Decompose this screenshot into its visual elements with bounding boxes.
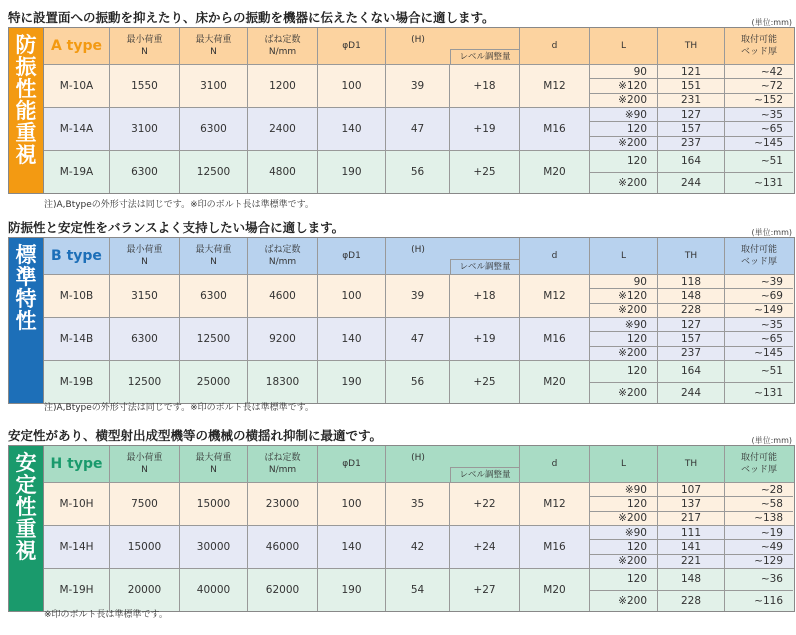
header-unit: N <box>141 47 148 57</box>
unit-label: (単位:mm) <box>751 18 792 27</box>
cell-bed: ~138 <box>754 512 783 525</box>
cell-l: 120 <box>590 151 658 172</box>
cell-th: 231 <box>658 94 725 107</box>
header-label: 最大荷重 <box>195 453 232 463</box>
cell-model: M-10H <box>44 483 110 525</box>
cell-spring: 9200 <box>248 318 318 360</box>
table-row <box>44 151 794 193</box>
cell-bed: ~19 <box>760 526 783 539</box>
cell-min: 6300 <box>110 318 180 360</box>
cell-d: M12 <box>520 275 590 317</box>
cell-h: 42 <box>386 526 450 568</box>
cell-bed: ~49 <box>760 540 783 553</box>
bolt-option-row <box>590 79 793 93</box>
cell-max: 3100 <box>180 65 248 107</box>
cell-l: 120 <box>590 332 658 345</box>
level-adjust-header: レベル調整量 <box>450 259 519 274</box>
header-unit: N/mm <box>268 47 297 57</box>
bolt-option-row <box>590 151 793 173</box>
cell-bed: ~131 <box>754 176 783 189</box>
cell-bed: ~35 <box>760 108 783 121</box>
section-title: 安定性があり、横型射出成型機等の機械の横揺れ抑制に最適です。 <box>8 428 383 443</box>
header-row <box>44 238 794 275</box>
cell-l: 120 <box>590 540 658 553</box>
cell-d1: 100 <box>318 483 386 525</box>
column-header <box>110 446 180 482</box>
cell-th: 137 <box>658 497 725 510</box>
cell-spring: 23000 <box>248 483 318 525</box>
column-header-bed: 取付可能 ベッド厚 <box>740 35 777 57</box>
column-header <box>180 28 248 64</box>
cell-h: 39 <box>386 275 450 317</box>
cell-min: 20000 <box>110 569 180 611</box>
level-adjust-header: レベル調整量 <box>450 467 519 482</box>
cell-max: 6300 <box>180 275 248 317</box>
type-label: H type <box>44 446 110 482</box>
cell-th: 157 <box>658 122 725 135</box>
section-note: 注)A,Btypeの外形寸法は同じです。※印のボルト長は準標準です。 <box>44 403 314 413</box>
bolt-options <box>590 569 793 611</box>
bolt-option-row <box>590 122 793 136</box>
cell-th: 237 <box>658 137 725 150</box>
cell-spring: 18300 <box>248 361 318 403</box>
bolt-option-row <box>590 347 793 360</box>
table-row <box>44 318 794 361</box>
cell-model: M-14A <box>44 108 110 150</box>
cell-th: 228 <box>658 304 725 317</box>
cell-model: M-19B <box>44 361 110 403</box>
cell-level: +22 <box>450 483 520 525</box>
cell-model: M-10B <box>44 275 110 317</box>
cell-th: 141 <box>658 540 725 553</box>
header-label: 最小荷重 <box>126 453 163 463</box>
cell-d1: 190 <box>318 361 386 403</box>
table-body <box>44 238 794 403</box>
header-label: ばね定数 <box>264 35 301 45</box>
header-unit: N <box>210 47 217 57</box>
cell-max: 15000 <box>180 483 248 525</box>
bolt-options <box>590 65 793 107</box>
spec-section <box>8 426 794 631</box>
side-label: 標準特性 <box>9 238 44 403</box>
cell-h: 39 <box>386 65 450 107</box>
cell-l: ※200 <box>590 173 658 194</box>
cell-l: ※90 <box>590 483 658 496</box>
cell-spring: 1200 <box>248 65 318 107</box>
column-header-d1: φD1 <box>318 28 386 64</box>
table-row <box>44 569 794 611</box>
cell-level: +18 <box>450 275 520 317</box>
cell-max: 12500 <box>180 151 248 193</box>
cell-d1: 140 <box>318 526 386 568</box>
cell-h: 56 <box>386 151 450 193</box>
cell-min: 6300 <box>110 151 180 193</box>
cell-th: 111 <box>658 526 725 539</box>
cell-bed: ~35 <box>760 318 783 331</box>
cell-bed: ~72 <box>760 79 783 92</box>
table-row <box>44 526 794 569</box>
cell-h: 47 <box>386 108 450 150</box>
cell-spring: 62000 <box>248 569 318 611</box>
section-note: 注)A,Btypeの外形寸法は同じです。※印のボルト長は準標準です。 <box>44 200 314 210</box>
cell-l: ※90 <box>590 108 658 121</box>
bolt-option-row <box>590 137 793 150</box>
column-header-d1: φD1 <box>318 238 386 274</box>
bolt-options <box>590 318 793 360</box>
bolt-option-row <box>590 540 793 554</box>
cell-d1: 140 <box>318 108 386 150</box>
table-row <box>44 65 794 108</box>
table-body <box>44 28 794 193</box>
column-header-bed: 取付可能 ベッド厚 <box>740 245 777 267</box>
cell-level: +27 <box>450 569 520 611</box>
bolt-option-row <box>590 332 793 346</box>
bolt-option-row <box>590 108 793 122</box>
column-header-h: (H) <box>411 35 425 45</box>
cell-bed: ~69 <box>760 289 783 302</box>
column-header-l: L <box>590 446 658 482</box>
header-unit: N <box>141 257 148 267</box>
bolt-options <box>590 275 793 317</box>
section-title: 特に設置面への振動を抑えたり、床からの振動を機器に伝えたくない場合に適します。 <box>8 10 495 25</box>
column-header-h: (H) <box>411 453 425 463</box>
section-title: 防振性と安定性をバランスよく支持したい場合に適します。 <box>8 220 345 235</box>
bolt-option-row <box>590 497 793 511</box>
cell-th: 107 <box>658 483 725 496</box>
side-label: 安定性重視 <box>9 446 44 611</box>
cell-bed: ~116 <box>754 594 783 607</box>
cell-level: +25 <box>450 151 520 193</box>
cell-bed: ~131 <box>754 386 783 399</box>
cell-spring: 4800 <box>248 151 318 193</box>
column-header <box>248 446 318 482</box>
cell-th: 221 <box>658 555 725 568</box>
unit-label: (単位:mm) <box>751 228 792 237</box>
header-unit: N <box>210 257 217 267</box>
bolt-option-row <box>590 526 793 540</box>
table-row <box>44 108 794 151</box>
spec-table <box>8 445 795 612</box>
bolt-options <box>590 526 793 568</box>
type-label: B type <box>44 238 110 274</box>
cell-model: M-10A <box>44 65 110 107</box>
cell-model: M-19A <box>44 151 110 193</box>
column-header-d1: φD1 <box>318 446 386 482</box>
cell-bed: ~39 <box>760 275 783 288</box>
column-header-l: L <box>590 238 658 274</box>
cell-l: ※200 <box>590 512 658 525</box>
column-header-level <box>450 238 520 274</box>
cell-model: M-19H <box>44 569 110 611</box>
cell-model: M-14B <box>44 318 110 360</box>
cell-d: M16 <box>520 108 590 150</box>
cell-d: M20 <box>520 569 590 611</box>
column-header <box>110 28 180 64</box>
cell-d1: 190 <box>318 569 386 611</box>
cell-l: ※200 <box>590 347 658 360</box>
cell-level: +24 <box>450 526 520 568</box>
bolt-options <box>590 151 793 193</box>
cell-l: 120 <box>590 122 658 135</box>
cell-th: 127 <box>658 318 725 331</box>
cell-bed: ~51 <box>760 365 783 378</box>
column-header <box>248 238 318 274</box>
cell-spring: 2400 <box>248 108 318 150</box>
table-body <box>44 446 794 611</box>
cell-l: ※200 <box>590 383 658 404</box>
spec-section <box>8 218 794 423</box>
cell-spring: 4600 <box>248 275 318 317</box>
cell-max: 40000 <box>180 569 248 611</box>
bolt-option-row <box>590 569 793 591</box>
column-header-th: TH <box>658 446 725 482</box>
column-header-l: L <box>590 28 658 64</box>
spec-section <box>8 0 794 210</box>
header-label: 最大荷重 <box>195 35 232 45</box>
bolt-option-row <box>590 318 793 332</box>
cell-bed: ~58 <box>760 497 783 510</box>
column-header-d: d <box>520 446 590 482</box>
column-header <box>110 238 180 274</box>
cell-th: 244 <box>658 173 725 194</box>
cell-model: M-14H <box>44 526 110 568</box>
cell-l: ※120 <box>590 79 658 92</box>
column-header <box>180 446 248 482</box>
header-label: 最小荷重 <box>126 35 163 45</box>
cell-bed: ~65 <box>760 122 783 135</box>
header-row <box>44 446 794 483</box>
cell-min: 12500 <box>110 361 180 403</box>
cell-max: 30000 <box>180 526 248 568</box>
bolt-option-row <box>590 361 793 383</box>
spec-table <box>8 237 795 404</box>
type-label: A type <box>44 28 110 64</box>
cell-l: ※120 <box>590 289 658 302</box>
bolt-option-row <box>590 65 793 79</box>
cell-th: 148 <box>658 289 725 302</box>
cell-d1: 100 <box>318 275 386 317</box>
cell-l: ※200 <box>590 591 658 612</box>
cell-l: ※200 <box>590 137 658 150</box>
bolt-options <box>590 361 793 403</box>
bolt-option-row <box>590 173 793 194</box>
cell-l: 90 <box>590 65 658 78</box>
cell-bed: ~129 <box>754 555 783 568</box>
header-row <box>44 28 794 65</box>
column-header-h: (H) <box>411 245 425 255</box>
bolt-option-row <box>590 483 793 497</box>
cell-h: 35 <box>386 483 450 525</box>
cell-l: ※90 <box>590 526 658 539</box>
cell-th: 164 <box>658 151 725 172</box>
bolt-options <box>590 108 793 150</box>
cell-d: M20 <box>520 361 590 403</box>
side-label: 防振性能重視 <box>9 28 44 193</box>
cell-h: 56 <box>386 361 450 403</box>
header-unit: N/mm <box>268 257 297 267</box>
cell-d: M16 <box>520 318 590 360</box>
cell-th: 118 <box>658 275 725 288</box>
cell-bed: ~149 <box>754 304 783 317</box>
cell-d1: 100 <box>318 65 386 107</box>
bolt-option-row <box>590 512 793 525</box>
cell-bed: ~65 <box>760 332 783 345</box>
cell-bed: ~28 <box>760 483 783 496</box>
bolt-option-row <box>590 275 793 289</box>
cell-bed: ~145 <box>754 347 783 360</box>
cell-th: 164 <box>658 361 725 382</box>
bolt-option-row <box>590 304 793 317</box>
cell-bed: ~42 <box>760 65 783 78</box>
column-header <box>248 28 318 64</box>
cell-max: 25000 <box>180 361 248 403</box>
cell-th: 244 <box>658 383 725 404</box>
cell-d: M12 <box>520 65 590 107</box>
column-header <box>180 238 248 274</box>
column-header-level <box>450 28 520 64</box>
unit-label: (単位:mm) <box>751 436 792 445</box>
cell-d: M16 <box>520 526 590 568</box>
table-row <box>44 483 794 526</box>
cell-bed: ~51 <box>760 155 783 168</box>
cell-min: 7500 <box>110 483 180 525</box>
cell-l: 90 <box>590 275 658 288</box>
cell-bed: ~145 <box>754 137 783 150</box>
cell-th: 148 <box>658 569 725 590</box>
table-row <box>44 275 794 318</box>
column-header-th: TH <box>658 238 725 274</box>
cell-th: 217 <box>658 512 725 525</box>
cell-l: 120 <box>590 361 658 382</box>
bolt-option-row <box>590 383 793 404</box>
cell-max: 12500 <box>180 318 248 360</box>
bolt-option-row <box>590 289 793 303</box>
cell-l: 120 <box>590 569 658 590</box>
cell-min: 3150 <box>110 275 180 317</box>
cell-l: ※200 <box>590 555 658 568</box>
header-label: ばね定数 <box>264 245 301 255</box>
section-note: ※印のボルト長は準標準です。 <box>44 610 168 620</box>
cell-d: M12 <box>520 483 590 525</box>
cell-max: 6300 <box>180 108 248 150</box>
cell-bed: ~36 <box>760 573 783 586</box>
bolt-option-row <box>590 555 793 568</box>
cell-th: 121 <box>658 65 725 78</box>
cell-min: 1550 <box>110 65 180 107</box>
bolt-option-row <box>590 591 793 612</box>
bolt-option-row <box>590 94 793 107</box>
cell-th: 127 <box>658 108 725 121</box>
spec-table <box>8 27 795 194</box>
cell-d: M20 <box>520 151 590 193</box>
cell-h: 54 <box>386 569 450 611</box>
cell-min: 15000 <box>110 526 180 568</box>
column-header-d: d <box>520 28 590 64</box>
cell-spring: 46000 <box>248 526 318 568</box>
column-header-level <box>450 446 520 482</box>
header-label: ばね定数 <box>264 453 301 463</box>
cell-level: +19 <box>450 318 520 360</box>
cell-th: 228 <box>658 591 725 612</box>
column-header-th: TH <box>658 28 725 64</box>
header-unit: N <box>210 465 217 475</box>
cell-level: +18 <box>450 65 520 107</box>
table-row <box>44 361 794 403</box>
bolt-options <box>590 483 793 525</box>
cell-h: 47 <box>386 318 450 360</box>
cell-d1: 190 <box>318 151 386 193</box>
cell-l: ※90 <box>590 318 658 331</box>
cell-th: 237 <box>658 347 725 360</box>
header-unit: N/mm <box>268 465 297 475</box>
cell-l: ※200 <box>590 94 658 107</box>
cell-level: +25 <box>450 361 520 403</box>
level-adjust-header: レベル調整量 <box>450 49 519 64</box>
cell-th: 151 <box>658 79 725 92</box>
header-label: 最大荷重 <box>195 245 232 255</box>
header-label: 最小荷重 <box>126 245 163 255</box>
cell-bed: ~152 <box>754 94 783 107</box>
cell-l: 120 <box>590 497 658 510</box>
column-header-d: d <box>520 238 590 274</box>
cell-d1: 140 <box>318 318 386 360</box>
cell-th: 157 <box>658 332 725 345</box>
cell-l: ※200 <box>590 304 658 317</box>
column-header-bed: 取付可能 ベッド厚 <box>740 453 777 475</box>
cell-min: 3100 <box>110 108 180 150</box>
cell-level: +19 <box>450 108 520 150</box>
header-unit: N <box>141 465 148 475</box>
